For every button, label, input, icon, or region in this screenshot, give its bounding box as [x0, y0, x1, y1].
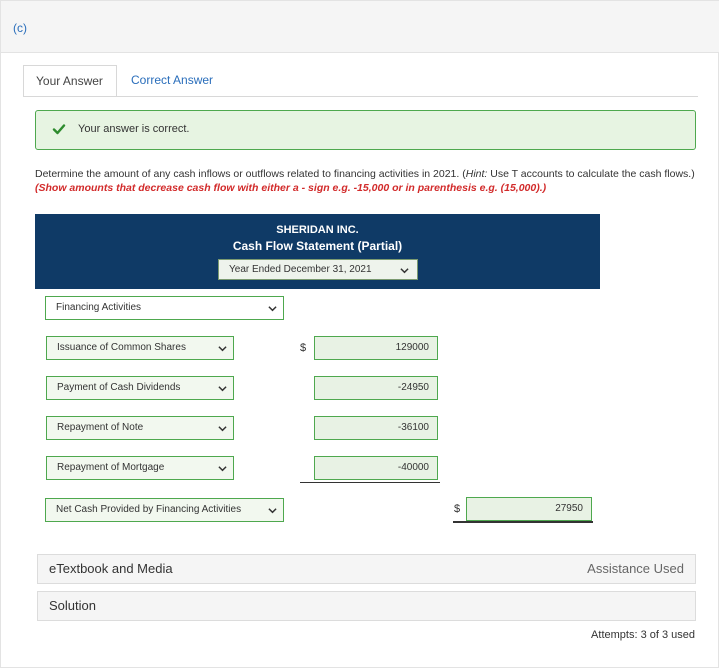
instructions-main: Determine the amount of any cash inflows or outflows related to financing activities in 2021. ( — [35, 168, 466, 180]
period-select[interactable] — [218, 259, 418, 280]
solution-panel[interactable] — [37, 591, 696, 621]
section-label: Financing Activities — [56, 302, 142, 313]
section-select[interactable] — [45, 296, 284, 320]
row-2-amount[interactable]: -24950 — [314, 376, 438, 400]
feedback-banner — [35, 110, 696, 150]
chevron-down-icon — [218, 424, 227, 433]
period-value: Year Ended December 31, 2021 — [229, 264, 372, 275]
feedback-text: Your answer is correct. — [78, 123, 190, 135]
statement-header — [35, 214, 600, 289]
row-1-select[interactable] — [46, 336, 234, 360]
chevron-down-icon — [400, 266, 409, 275]
row-1-amount[interactable]: 129000 — [314, 336, 438, 360]
assistance-used: Assistance Used — [587, 561, 684, 576]
chevron-down-icon — [218, 384, 227, 393]
tab-correct-answer[interactable]: Correct Answer — [131, 73, 214, 87]
statement-title: Cash Flow Statement (Partial) — [232, 239, 403, 253]
chevron-down-icon — [218, 464, 227, 473]
row-4-select[interactable] — [46, 456, 234, 480]
chevron-down-icon — [218, 344, 227, 353]
check-icon — [52, 122, 66, 136]
total-label: Net Cash Provided by Financing Activities — [56, 504, 242, 515]
tab-your-answer[interactable]: Your Answer — [23, 65, 117, 97]
row-2-select[interactable] — [46, 376, 234, 400]
row-3-select[interactable] — [46, 416, 234, 440]
part-header — [1, 1, 719, 53]
subtotal-underline — [300, 482, 440, 483]
row-4-amount[interactable]: -40000 — [314, 456, 438, 480]
etextbook-panel[interactable] — [37, 554, 696, 584]
row-3-amount[interactable]: -36100 — [314, 416, 438, 440]
etextbook-label: eTextbook and Media — [49, 561, 173, 576]
total-amount[interactable]: 27950 — [466, 497, 592, 521]
attempts-count: Attempts: 3 of 3 used — [591, 629, 695, 641]
solution-label: Solution — [49, 598, 96, 613]
hint-text: Use T accounts to calculate the cash flows.) — [487, 168, 695, 180]
company-name: SHERIDAN INC. — [276, 224, 359, 236]
instructions — [35, 167, 700, 195]
total-select[interactable] — [45, 498, 284, 522]
chevron-down-icon — [268, 304, 277, 313]
row-1-label: Issuance of Common Shares — [57, 342, 186, 353]
hint-label: Hint: — [465, 168, 488, 180]
row-1-currency: $ — [300, 342, 307, 354]
chevron-down-icon — [268, 506, 277, 515]
part-label: (c) — [13, 21, 27, 35]
total-currency: $ — [454, 503, 461, 515]
row-4-label: Repayment of Mortgage — [57, 462, 165, 473]
tab-divider — [23, 96, 698, 97]
total-double-underline — [453, 521, 593, 523]
row-2-label: Payment of Cash Dividends — [57, 382, 181, 393]
row-3-label: Repayment of Note — [57, 422, 144, 433]
instructions-emphasis: (Show amounts that decrease cash flow with either a - sign e.g. -15,000 or in parenthesis e.g. (15,000).) — [35, 182, 547, 194]
